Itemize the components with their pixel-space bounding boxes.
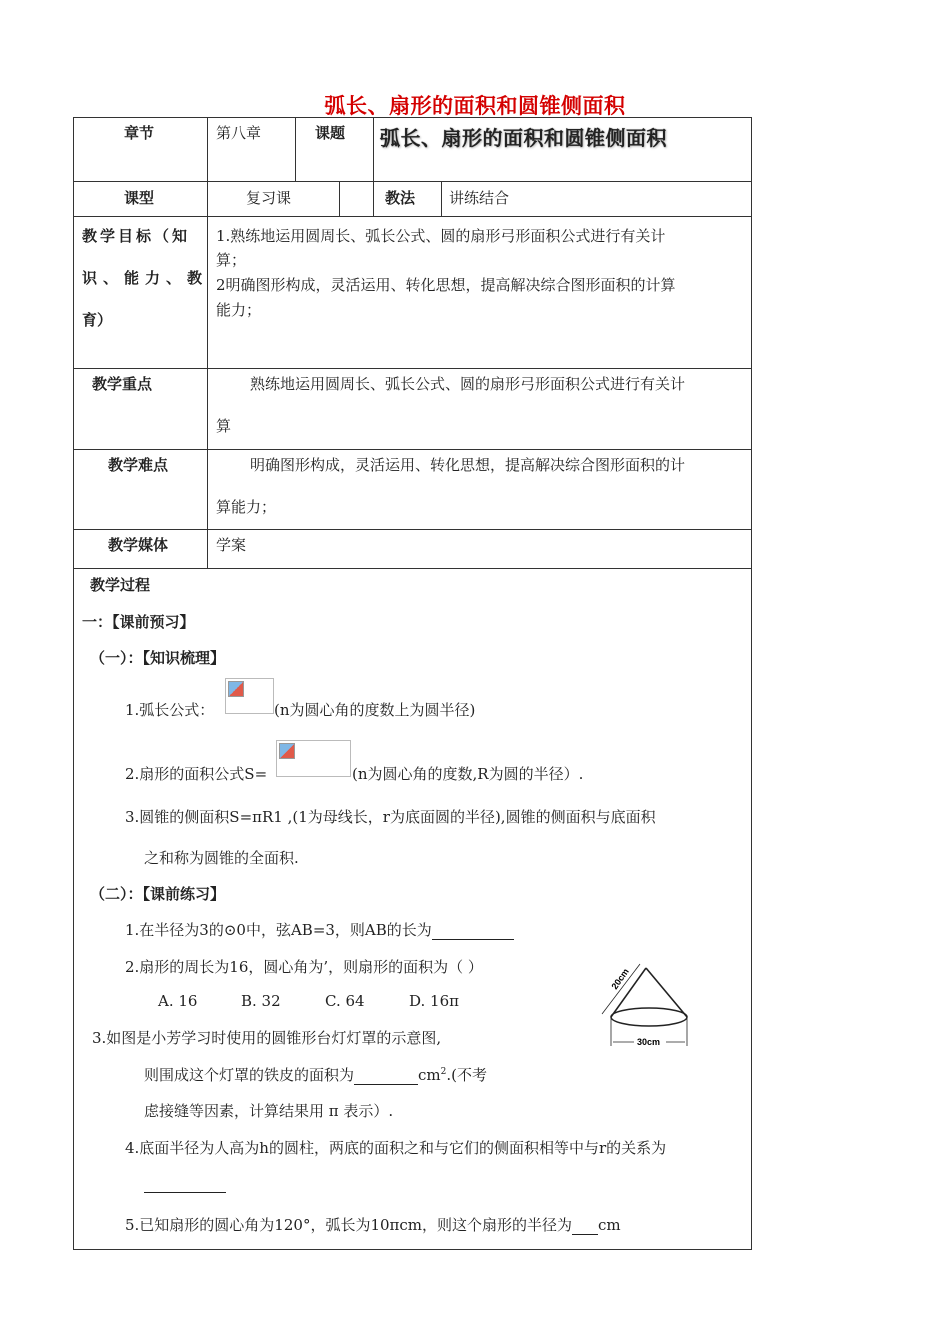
media-value: 学案: [216, 536, 247, 554]
formula-item: 3.圆锥的侧面积S=πR1 ,(1为母线长，r为底面圆的半径),圆锥的侧面积与底面积: [125, 808, 656, 826]
teaching-method-value: 讲练结合: [449, 189, 510, 207]
media-label: 教学媒体: [108, 536, 169, 554]
subsection-heading: （二）：【课前练习】: [90, 885, 226, 903]
subsection-heading: （一）：【知识梳理】: [90, 649, 226, 667]
exercise-item: [125, 1214, 621, 1235]
unit-text: cm: [418, 1066, 441, 1084]
exercise-item: 虑接缝等因素，计算结果用 π 表示）.: [144, 1102, 394, 1120]
broken-image-icon: [279, 743, 295, 759]
column-divider: [207, 117, 208, 568]
broken-image-icon: [228, 681, 244, 697]
exercise-item: [125, 919, 514, 940]
row-divider: [73, 368, 751, 369]
unit-exponent: 2: [440, 1067, 447, 1077]
goals-label: 育）: [82, 311, 113, 329]
exercise-text: .(不考: [446, 1066, 487, 1084]
difficulties-label: 教学难点: [108, 456, 169, 474]
exercise-item: 4.底面半径为人高为h的圆柱，两底的面积之和与它们的侧面积相等中与r的关系为: [125, 1139, 667, 1157]
key-points-text: 算: [216, 417, 232, 435]
exercise-text: 则围成这个灯罩的铁皮的面积为: [144, 1066, 355, 1084]
formula-item: 之和称为圆锥的全面积.: [144, 849, 299, 867]
row-divider: [73, 568, 751, 569]
choice-c: C. 64: [325, 992, 365, 1010]
column-divider: [339, 181, 340, 216]
column-divider: [373, 117, 374, 216]
formula-item: 1.弧长公式：: [125, 701, 215, 719]
chapter-label: 章节: [124, 124, 155, 142]
formula-item: 2.扇形的面积公式S=: [125, 765, 268, 783]
formula-image: [225, 678, 274, 714]
key-points-text: 熟练地运用圆周长、弧长公式、圆的扇形弓形面积公式进行有关计: [250, 375, 686, 393]
row-divider: [73, 181, 751, 182]
topic-label: 课题: [315, 124, 346, 142]
lesson-type-value: 复习课: [246, 189, 292, 207]
goals-text: 算；: [216, 251, 247, 269]
row-divider: [73, 529, 751, 530]
column-divider: [441, 181, 442, 216]
choice-b: B. 32: [241, 992, 281, 1010]
teaching-method-label: 教法: [385, 189, 416, 207]
base-diameter-label: 30cm: [637, 1037, 661, 1047]
cone-lampshade-figure: [596, 962, 702, 1054]
lesson-type-label: 课型: [124, 189, 155, 207]
goals-label: 教学目标（知: [82, 227, 191, 245]
formula-item: (n为圆心角的度数上为圆半径): [274, 701, 476, 719]
goals-text: 能力；: [216, 301, 262, 319]
column-divider: [295, 117, 296, 181]
exercise-item: 3.如图是小芳学习时使用的圆锥形台灯灯罩的示意图,: [92, 1029, 442, 1047]
exercise-text: 1.在半径为3的⊙0中，弦AB=3，则AB的长为: [125, 921, 432, 939]
answer-blank[interactable]: [432, 923, 514, 940]
formula-item: (n为圆心角的度数,R为圆的半径）.: [352, 765, 584, 783]
process-heading: 教学过程: [90, 576, 151, 594]
difficulties-text: 明确图形构成，灵活运用、转化思想，提高解决综合图形面积的计: [250, 456, 686, 474]
exercise-item: 2.扇形的周长为16，圆心角为’，则扇形的面积为（ ）: [125, 958, 483, 976]
answer-blank[interactable]: [572, 1218, 598, 1235]
answer-blank[interactable]: [144, 1175, 226, 1193]
document-title: 弧长、扇形的面积和圆锥侧面积: [324, 93, 626, 118]
row-divider: [73, 216, 751, 217]
topic-value: 弧长、扇形的面积和圆锥侧面积: [380, 126, 667, 150]
choice-a: A. 16: [158, 992, 198, 1010]
exercise-text: 5.已知扇形的圆心角为120°，弧长为10πcm，则这个扇形的半径为: [125, 1216, 573, 1234]
choice-d: D. 16π: [409, 992, 459, 1010]
goals-label: 识、能力、教: [82, 269, 209, 287]
unit-text: cm: [598, 1216, 621, 1234]
goals-text: 1.熟练地运用圆周长、弧长公式、圆的扇形弓形面积公式进行有关计: [216, 227, 666, 245]
exercise-item: [144, 1064, 487, 1085]
formula-image: [276, 740, 351, 777]
goals-text: 2明确图形构成，灵活运用、转化思想，提高解决综合图形面积的计算: [216, 276, 676, 294]
slant-height-label: 20cm: [609, 966, 631, 992]
row-divider: [73, 449, 751, 450]
section-heading: 一：【课前预习】: [82, 613, 195, 631]
answer-blank[interactable]: [354, 1068, 418, 1085]
difficulties-text: 算能力；: [216, 498, 277, 516]
chapter-value: 第八章: [216, 124, 262, 142]
key-points-label: 教学重点: [92, 375, 153, 393]
